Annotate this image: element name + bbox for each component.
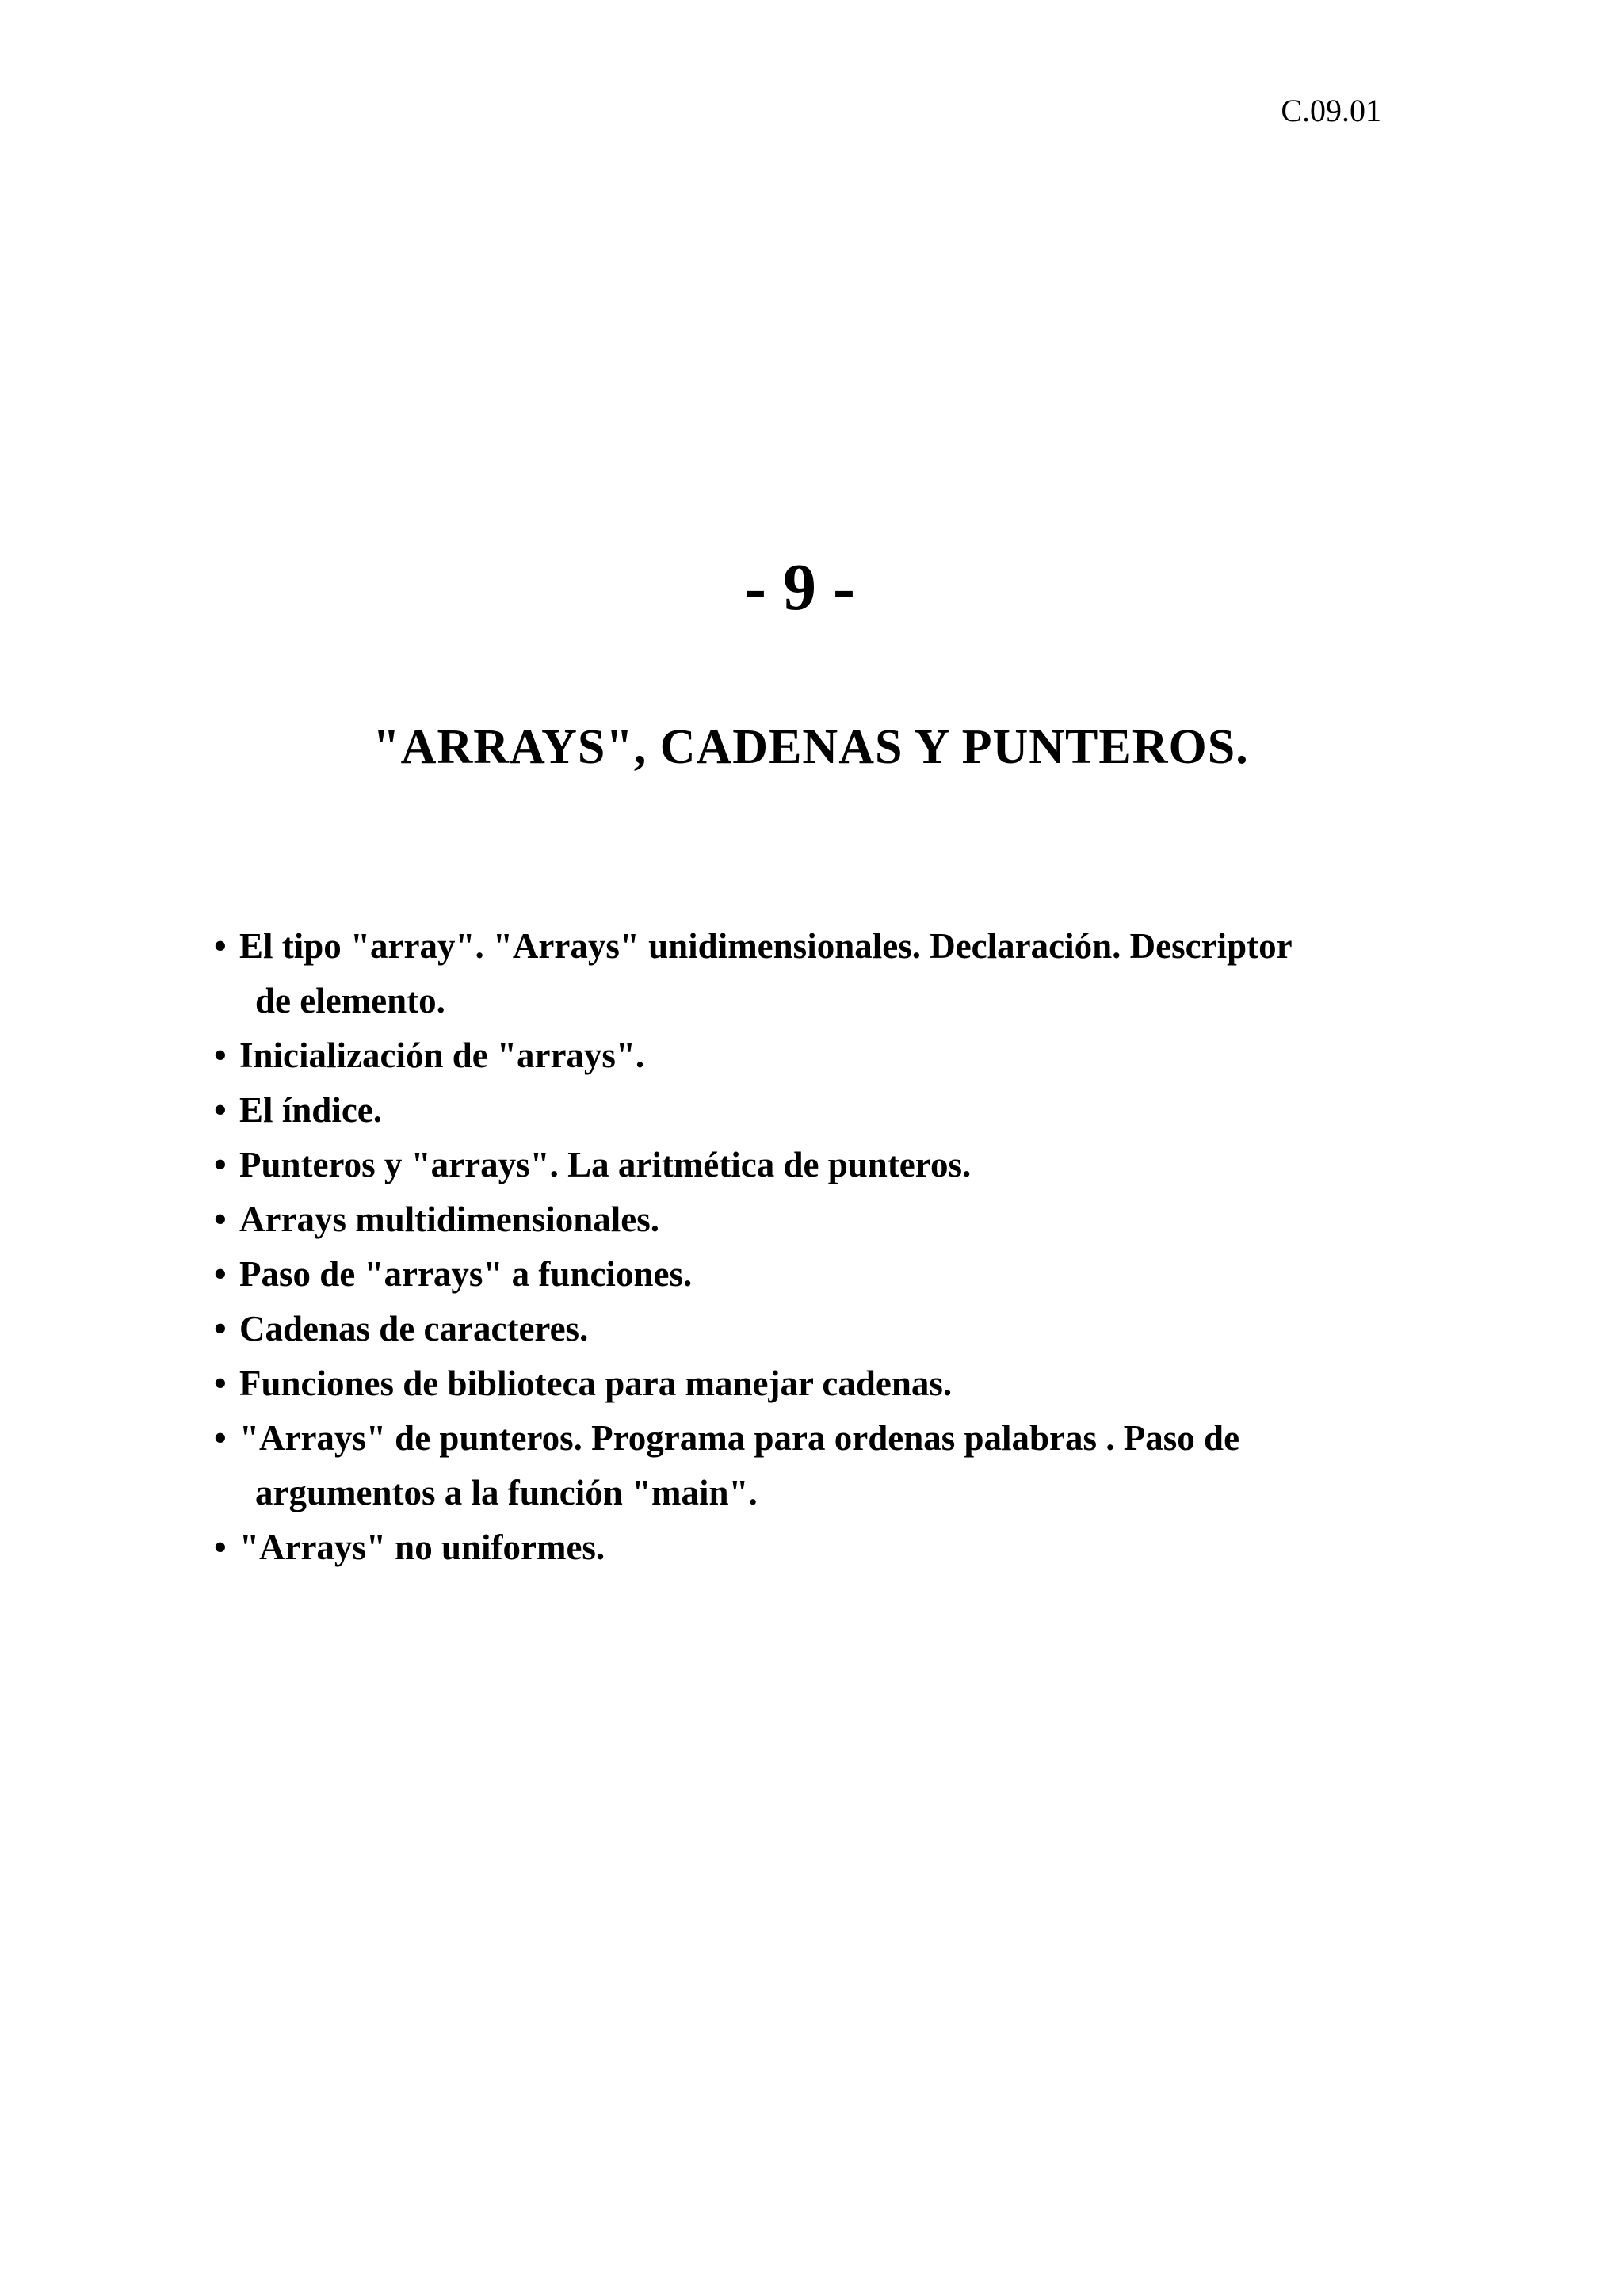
bullet-icon: • (214, 926, 227, 966)
topic-item (214, 1356, 1403, 1411)
chapter-title-text: "ARRAYS", CADENAS Y PUNTEROS. (372, 720, 1249, 774)
chapter-number (0, 551, 1623, 624)
bullet-icon: • (214, 1145, 227, 1184)
topic-text: "Arrays" no uniformes. (239, 1527, 605, 1567)
topic-line-continued: argumentos a la función "main". (255, 1473, 758, 1512)
bullet-icon: • (214, 1199, 227, 1239)
topic-line: "Arrays" de punteros. Programa para ordenas palabras . Paso de (239, 1418, 1240, 1458)
topic-item (214, 1028, 1403, 1083)
chapter-number-text: - 9 - (744, 551, 855, 624)
topic-item (214, 1083, 1403, 1138)
topic-text: Inicialización de "arrays". (239, 1035, 645, 1075)
topic-list (214, 919, 1403, 1575)
topic-item (214, 1520, 1403, 1575)
topic-line-continued: de elemento. (255, 981, 445, 1020)
topic-item (214, 919, 1403, 1028)
topic-item (214, 1302, 1403, 1356)
page-code: C.09.01 (1281, 93, 1381, 128)
bullet-icon: • (214, 1254, 227, 1294)
topic-text: Arrays multidimensionales. (239, 1199, 660, 1239)
bullet-icon: • (214, 1309, 227, 1348)
topic-item (214, 1192, 1403, 1247)
topic-line: El tipo "array". "Arrays" unidimensionales. Declaración. Descriptor (239, 926, 1293, 966)
topic-text (239, 1411, 1403, 1520)
topic-text: Punteros y "arrays". La aritmética de punteros. (239, 1145, 972, 1184)
topic-item (214, 1247, 1403, 1302)
topic-text: Paso de "arrays" a funciones. (239, 1254, 693, 1294)
chapter-title (0, 720, 1623, 774)
bullet-icon: • (214, 1418, 227, 1458)
topic-text: El índice. (239, 1090, 383, 1130)
bullet-icon: • (214, 1090, 227, 1130)
topic-item (214, 1138, 1403, 1192)
topic-text: Funciones de biblioteca para manejar cadenas. (239, 1363, 953, 1403)
topic-text (239, 919, 1403, 1028)
bullet-icon: • (214, 1527, 227, 1567)
topic-text: Cadenas de caracteres. (239, 1309, 589, 1348)
bullet-icon: • (214, 1035, 227, 1075)
topic-item (214, 1411, 1403, 1520)
bullet-icon: • (214, 1363, 227, 1403)
